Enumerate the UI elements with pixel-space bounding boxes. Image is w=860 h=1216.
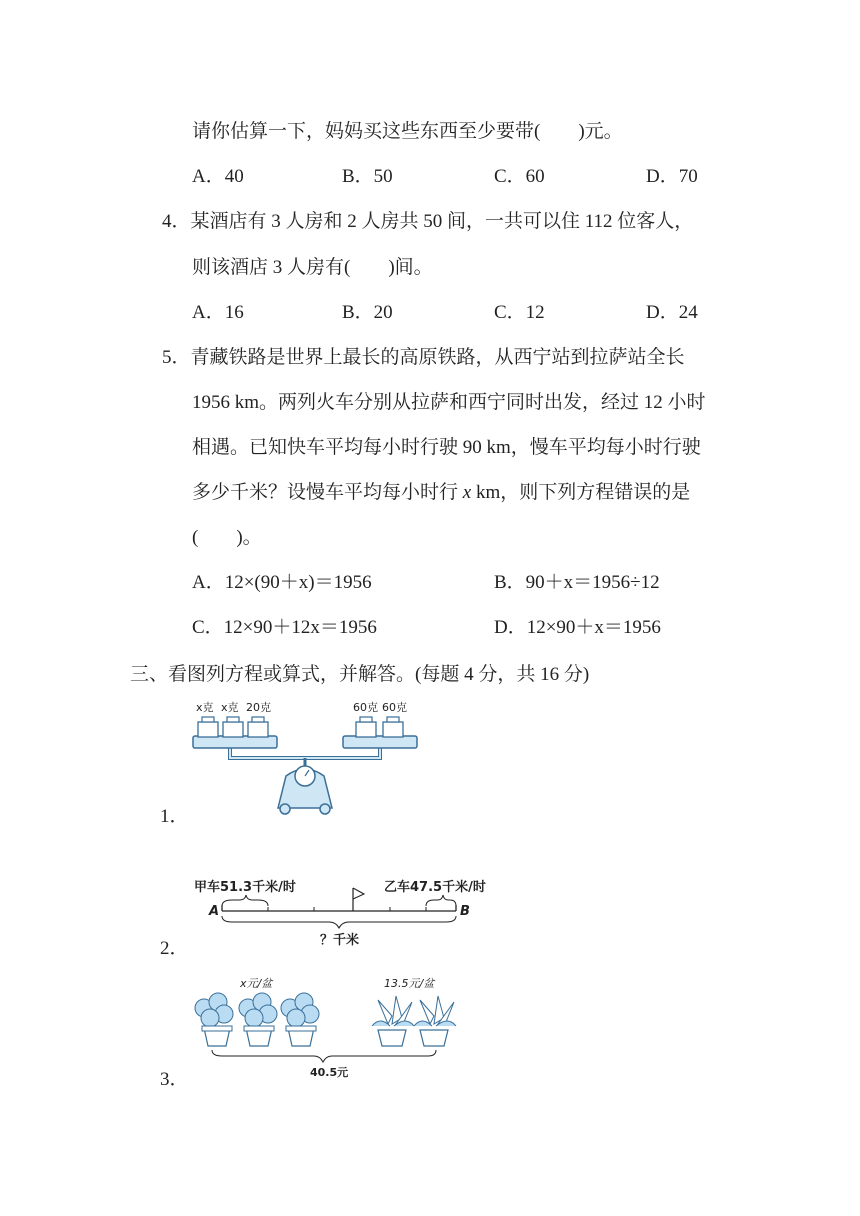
q4-option-b: B．20 — [342, 302, 393, 323]
weight-label-20g: 20克 — [246, 701, 271, 714]
q3-option-b: B．50 — [342, 166, 393, 187]
scale-wheel-left — [280, 804, 290, 814]
price-left-label: x元/盆 — [240, 977, 273, 990]
weight-60g-2 — [383, 717, 403, 737]
total-distance-label: ？千米 — [320, 933, 360, 948]
car-b-label: 乙车47.5千米/时 — [384, 880, 486, 895]
weight-x-2 — [223, 717, 243, 737]
point-b-label: B — [460, 904, 470, 919]
item1-label: 1． — [160, 806, 189, 827]
flower-pots-figure — [192, 972, 462, 1082]
q3-option-c: C．60 — [494, 166, 545, 187]
item2-label: 2． — [160, 938, 189, 959]
lily-pot-2 — [414, 996, 456, 1046]
car-a-label: 甲车51.3千米/时 — [194, 880, 296, 895]
meeting-flag-icon — [353, 888, 364, 911]
hydrangea-pot-3 — [281, 993, 319, 1046]
q3-text: 请你估算一下，妈妈买这些东西至少要带( )元。 — [192, 121, 623, 142]
scale-left-pan — [193, 736, 277, 748]
q5-text-line4-a: 多少千米？设慢车平均每小时行 — [192, 482, 463, 503]
hydrangea-pot-1 — [195, 993, 233, 1046]
q5-text-line3: 相遇。已知快车平均每小时行驶 90 km，慢车平均每小时行驶 — [192, 437, 701, 458]
weight-label-60g-1: 60克 — [353, 701, 378, 714]
q3-option-a: A．40 — [192, 166, 244, 187]
scale-wheel-right — [320, 804, 330, 814]
point-a-label: A — [209, 904, 220, 919]
q5-text-line2: 1956 km。两列火车分别从拉萨和西宁同时出发，经过 12 小时 — [192, 392, 706, 413]
weight-20g — [248, 717, 268, 737]
weight-x-1 — [198, 717, 218, 737]
q4-text-line1: 4．某酒店有 3 人房和 2 人房共 50 间，一共可以住 112 位客人， — [162, 211, 694, 232]
q5-text-line4-b: km，则下列方程错误的是 — [471, 482, 691, 503]
scale-right-pan — [343, 736, 417, 748]
item3-label: 3． — [160, 1069, 189, 1090]
q5-text-line4 — [192, 477, 690, 504]
q4-option-d: D．24 — [646, 302, 698, 323]
q5-option-d: D．12×90＋x＝1956 — [494, 617, 661, 638]
weight-60g-1 — [356, 717, 376, 737]
q5-text-line5: ( )。 — [192, 527, 262, 548]
q4-text-line2: 则该酒店 3 人房有( )间。 — [192, 257, 433, 278]
q4-option-c: C．12 — [494, 302, 545, 323]
q4-option-a: A．16 — [192, 302, 244, 323]
q5-option-b: B．90＋x＝1956÷12 — [494, 572, 660, 593]
lily-pot-1 — [372, 996, 414, 1046]
balance-scale-figure — [190, 696, 420, 816]
weight-label-x-2: x克 — [221, 701, 239, 714]
section3-heading: 三、看图列方程或算式，并解答。(每题 4 分，共 16 分) — [130, 664, 590, 685]
distance-diagram — [192, 874, 502, 954]
q5-option-a: A．12×(90＋x)＝1956 — [192, 572, 372, 593]
price-right-label: 13.5元/盆 — [384, 977, 435, 990]
total-price-label: 40.5元 — [310, 1066, 349, 1079]
q3-option-d: D．70 — [646, 166, 698, 187]
weight-label-x-1: x克 — [196, 701, 214, 714]
q5-variable-x: x — [462, 482, 472, 503]
q5-text-line1: 5．青藏铁路是世界上最长的高原铁路，从西宁站到拉萨站全长 — [162, 347, 685, 368]
hydrangea-pot-2 — [239, 993, 277, 1046]
weight-label-60g-2: 60克 — [382, 701, 407, 714]
q5-option-c: C．12×90＋12x＝1956 — [192, 617, 377, 638]
